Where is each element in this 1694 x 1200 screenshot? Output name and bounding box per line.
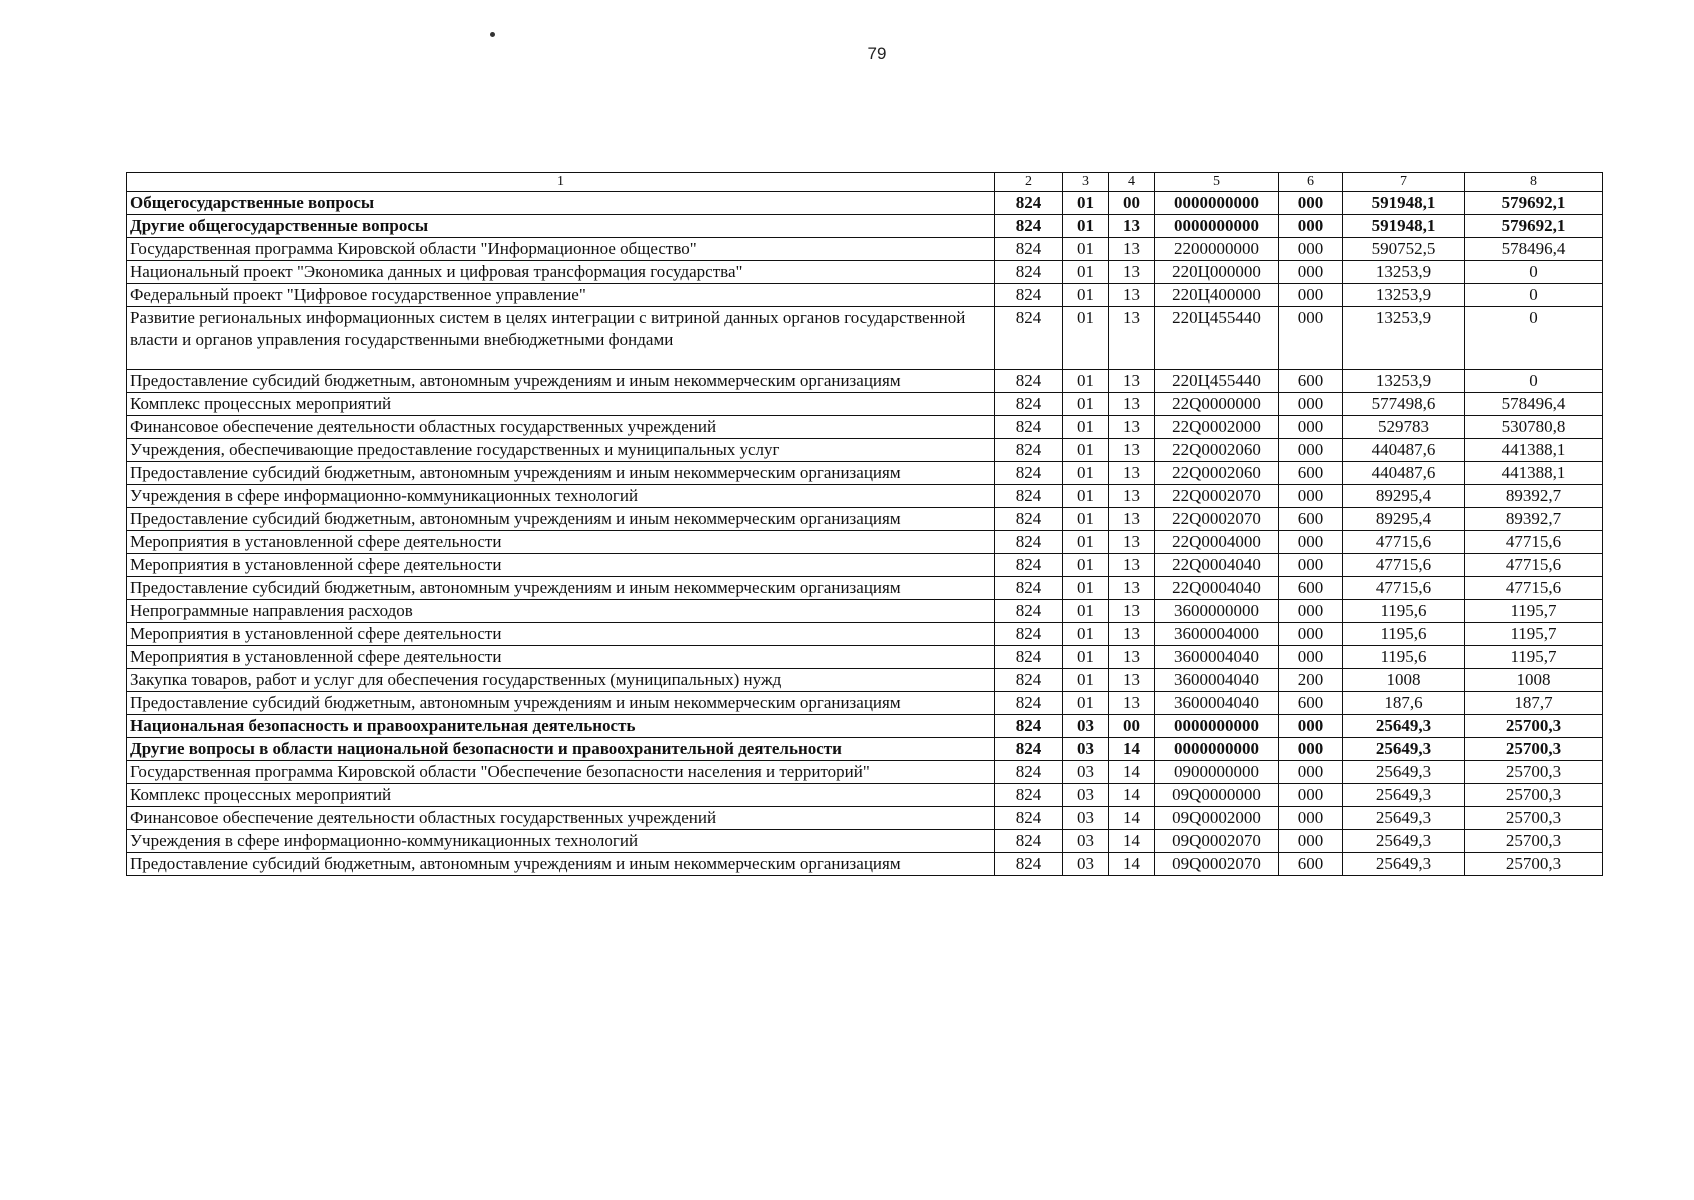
expense-type-cell: 000 bbox=[1279, 600, 1343, 623]
table-row bbox=[127, 830, 1603, 853]
target-article-cell: 0000000000 bbox=[1155, 715, 1279, 738]
expense-type-cell: 000 bbox=[1279, 215, 1343, 238]
subsection-cell: 14 bbox=[1109, 830, 1155, 853]
target-article-cell: 22Q0002060 bbox=[1155, 439, 1279, 462]
target-article-cell: 2200000000 bbox=[1155, 238, 1279, 261]
expense-type-cell: 000 bbox=[1279, 284, 1343, 307]
target-article-cell: 220Ц455440 bbox=[1155, 370, 1279, 393]
target-article-cell: 0900000000 bbox=[1155, 761, 1279, 784]
sum-col8-cell: 89392,7 bbox=[1465, 508, 1603, 531]
budget-table bbox=[126, 172, 1603, 876]
section-cell: 03 bbox=[1063, 784, 1109, 807]
target-article-cell: 22Q0004000 bbox=[1155, 531, 1279, 554]
target-article-cell: 0000000000 bbox=[1155, 738, 1279, 761]
sum-col8-cell: 0 bbox=[1465, 284, 1603, 307]
target-article-cell: 09Q0002070 bbox=[1155, 853, 1279, 876]
sum-col7-cell: 13253,9 bbox=[1343, 284, 1465, 307]
grbs-cell: 824 bbox=[995, 692, 1063, 715]
name-cell: Государственная программа Кировской области "Обеспечение безопасности населения и территорий" bbox=[127, 761, 995, 784]
sum-col8-cell: 25700,3 bbox=[1465, 738, 1603, 761]
sum-col7-cell: 25649,3 bbox=[1343, 761, 1465, 784]
expense-type-cell: 000 bbox=[1279, 715, 1343, 738]
target-article-cell: 22Q0004040 bbox=[1155, 577, 1279, 600]
sum-col8-cell: 47715,6 bbox=[1465, 554, 1603, 577]
table-row bbox=[127, 508, 1603, 531]
sum-col8-cell: 441388,1 bbox=[1465, 439, 1603, 462]
grbs-cell: 824 bbox=[995, 439, 1063, 462]
grbs-cell: 824 bbox=[995, 600, 1063, 623]
table-row bbox=[127, 715, 1603, 738]
sum-col8-cell: 0 bbox=[1465, 307, 1603, 370]
sum-col8-cell: 89392,7 bbox=[1465, 485, 1603, 508]
name-cell: Мероприятия в установленной сфере деятельности bbox=[127, 554, 995, 577]
target-article-cell: 220Ц400000 bbox=[1155, 284, 1279, 307]
table-row bbox=[127, 784, 1603, 807]
sum-col7-cell: 47715,6 bbox=[1343, 531, 1465, 554]
sum-col7-cell: 1008 bbox=[1343, 669, 1465, 692]
sum-col7-cell: 1195,6 bbox=[1343, 623, 1465, 646]
name-cell: Предоставление субсидий бюджетным, автономным учреждениям и иным некоммерческим организациям bbox=[127, 692, 995, 715]
table-row bbox=[127, 439, 1603, 462]
grbs-cell: 824 bbox=[995, 238, 1063, 261]
table-row bbox=[127, 238, 1603, 261]
target-article-cell: 220Ц455440 bbox=[1155, 307, 1279, 370]
expense-type-cell: 600 bbox=[1279, 508, 1343, 531]
sum-col8-cell: 441388,1 bbox=[1465, 462, 1603, 485]
expense-type-cell: 000 bbox=[1279, 531, 1343, 554]
sum-col7-cell: 25649,3 bbox=[1343, 830, 1465, 853]
table-row bbox=[127, 370, 1603, 393]
target-article-cell: 3600004040 bbox=[1155, 669, 1279, 692]
table-row bbox=[127, 669, 1603, 692]
expense-type-cell: 000 bbox=[1279, 192, 1343, 215]
grbs-cell: 824 bbox=[995, 393, 1063, 416]
sum-col7-cell: 187,6 bbox=[1343, 692, 1465, 715]
section-cell: 03 bbox=[1063, 715, 1109, 738]
subsection-cell: 14 bbox=[1109, 761, 1155, 784]
expense-type-cell: 000 bbox=[1279, 485, 1343, 508]
sum-col7-cell: 25649,3 bbox=[1343, 738, 1465, 761]
sum-col7-cell: 440487,6 bbox=[1343, 462, 1465, 485]
grbs-cell: 824 bbox=[995, 577, 1063, 600]
sum-col7-cell: 590752,5 bbox=[1343, 238, 1465, 261]
header-cell: 5 bbox=[1155, 173, 1279, 192]
table-row bbox=[127, 692, 1603, 715]
table-row bbox=[127, 600, 1603, 623]
name-cell: Финансовое обеспечение деятельности областных государственных учреждений bbox=[127, 807, 995, 830]
expense-type-cell: 000 bbox=[1279, 554, 1343, 577]
target-article-cell: 09Q0002070 bbox=[1155, 830, 1279, 853]
section-cell: 01 bbox=[1063, 393, 1109, 416]
name-cell: Мероприятия в установленной сфере деятельности bbox=[127, 646, 995, 669]
sum-col8-cell: 25700,3 bbox=[1465, 761, 1603, 784]
grbs-cell: 824 bbox=[995, 761, 1063, 784]
header-row bbox=[127, 173, 1603, 192]
subsection-cell: 13 bbox=[1109, 669, 1155, 692]
name-cell: Учреждения в сфере информационно-коммуникационных технологий bbox=[127, 830, 995, 853]
sum-col7-cell: 25649,3 bbox=[1343, 715, 1465, 738]
name-cell: Предоставление субсидий бюджетным, автономным учреждениям и иным некоммерческим организациям bbox=[127, 370, 995, 393]
table-row bbox=[127, 554, 1603, 577]
sum-col8-cell: 0 bbox=[1465, 261, 1603, 284]
name-cell: Национальный проект "Экономика данных и цифровая трансформация государства" bbox=[127, 261, 995, 284]
target-article-cell: 09Q0000000 bbox=[1155, 784, 1279, 807]
sum-col8-cell: 187,7 bbox=[1465, 692, 1603, 715]
header-cell: 2 bbox=[995, 173, 1063, 192]
target-article-cell: 3600004040 bbox=[1155, 692, 1279, 715]
section-cell: 01 bbox=[1063, 307, 1109, 370]
section-cell: 01 bbox=[1063, 192, 1109, 215]
grbs-cell: 824 bbox=[995, 508, 1063, 531]
subsection-cell: 13 bbox=[1109, 439, 1155, 462]
expense-type-cell: 600 bbox=[1279, 462, 1343, 485]
subsection-cell: 00 bbox=[1109, 192, 1155, 215]
section-cell: 01 bbox=[1063, 600, 1109, 623]
name-cell: Другие вопросы в области национальной безопасности и правоохранительной деятельности bbox=[127, 738, 995, 761]
grbs-cell: 824 bbox=[995, 554, 1063, 577]
name-cell: Предоставление субсидий бюджетным, автономным учреждениям и иным некоммерческим организациям bbox=[127, 853, 995, 876]
table-row bbox=[127, 462, 1603, 485]
grbs-cell: 824 bbox=[995, 853, 1063, 876]
sum-col8-cell: 25700,3 bbox=[1465, 830, 1603, 853]
name-cell: Учреждения в сфере информационно-коммуникационных технологий bbox=[127, 485, 995, 508]
subsection-cell: 13 bbox=[1109, 307, 1155, 370]
sum-col7-cell: 529783 bbox=[1343, 416, 1465, 439]
subsection-cell: 14 bbox=[1109, 738, 1155, 761]
section-cell: 01 bbox=[1063, 692, 1109, 715]
subsection-cell: 13 bbox=[1109, 261, 1155, 284]
target-article-cell: 220Ц000000 bbox=[1155, 261, 1279, 284]
subsection-cell: 13 bbox=[1109, 646, 1155, 669]
sum-col8-cell: 1008 bbox=[1465, 669, 1603, 692]
sum-col8-cell: 1195,7 bbox=[1465, 600, 1603, 623]
sum-col8-cell: 0 bbox=[1465, 370, 1603, 393]
expense-type-cell: 600 bbox=[1279, 853, 1343, 876]
table-row bbox=[127, 192, 1603, 215]
expense-type-cell: 000 bbox=[1279, 738, 1343, 761]
target-article-cell: 22Q0004040 bbox=[1155, 554, 1279, 577]
sum-col7-cell: 440487,6 bbox=[1343, 439, 1465, 462]
section-cell: 03 bbox=[1063, 738, 1109, 761]
table-row bbox=[127, 853, 1603, 876]
expense-type-cell: 000 bbox=[1279, 439, 1343, 462]
expense-type-cell: 000 bbox=[1279, 830, 1343, 853]
sum-col7-cell: 13253,9 bbox=[1343, 370, 1465, 393]
grbs-cell: 824 bbox=[995, 784, 1063, 807]
name-cell: Предоставление субсидий бюджетным, автономным учреждениям и иным некоммерческим организациям bbox=[127, 462, 995, 485]
name-cell: Другие общегосударственные вопросы bbox=[127, 215, 995, 238]
expense-type-cell: 000 bbox=[1279, 623, 1343, 646]
table-row bbox=[127, 215, 1603, 238]
target-article-cell: 22Q0002060 bbox=[1155, 462, 1279, 485]
name-cell: Учреждения, обеспечивающие предоставление государственных и муниципальных услуг bbox=[127, 439, 995, 462]
expense-type-cell: 000 bbox=[1279, 307, 1343, 370]
section-cell: 01 bbox=[1063, 238, 1109, 261]
target-article-cell: 0000000000 bbox=[1155, 215, 1279, 238]
sum-col8-cell: 1195,7 bbox=[1465, 646, 1603, 669]
sum-col8-cell: 25700,3 bbox=[1465, 807, 1603, 830]
sum-col8-cell: 578496,4 bbox=[1465, 238, 1603, 261]
expense-type-cell: 000 bbox=[1279, 416, 1343, 439]
sum-col7-cell: 1195,6 bbox=[1343, 646, 1465, 669]
target-article-cell: 0000000000 bbox=[1155, 192, 1279, 215]
target-article-cell: 22Q0002000 bbox=[1155, 416, 1279, 439]
subsection-cell: 14 bbox=[1109, 807, 1155, 830]
grbs-cell: 824 bbox=[995, 370, 1063, 393]
scan-speck bbox=[490, 32, 495, 37]
section-cell: 01 bbox=[1063, 623, 1109, 646]
sum-col7-cell: 25649,3 bbox=[1343, 807, 1465, 830]
sum-col8-cell: 47715,6 bbox=[1465, 531, 1603, 554]
name-cell: Комплекс процессных мероприятий bbox=[127, 784, 995, 807]
grbs-cell: 824 bbox=[995, 531, 1063, 554]
subsection-cell: 13 bbox=[1109, 238, 1155, 261]
subsection-cell: 13 bbox=[1109, 485, 1155, 508]
name-cell: Предоставление субсидий бюджетным, автономным учреждениям и иным некоммерческим организациям bbox=[127, 508, 995, 531]
grbs-cell: 824 bbox=[995, 646, 1063, 669]
table-row bbox=[127, 485, 1603, 508]
subsection-cell: 13 bbox=[1109, 416, 1155, 439]
subsection-cell: 13 bbox=[1109, 284, 1155, 307]
sum-col7-cell: 591948,1 bbox=[1343, 215, 1465, 238]
sum-col8-cell: 25700,3 bbox=[1465, 715, 1603, 738]
section-cell: 01 bbox=[1063, 261, 1109, 284]
sum-col7-cell: 591948,1 bbox=[1343, 192, 1465, 215]
target-article-cell: 22Q0000000 bbox=[1155, 393, 1279, 416]
name-cell: Федеральный проект "Цифровое государственное управление" bbox=[127, 284, 995, 307]
expense-type-cell: 600 bbox=[1279, 370, 1343, 393]
expense-type-cell: 000 bbox=[1279, 784, 1343, 807]
target-article-cell: 3600000000 bbox=[1155, 600, 1279, 623]
section-cell: 01 bbox=[1063, 669, 1109, 692]
sum-col8-cell: 578496,4 bbox=[1465, 393, 1603, 416]
section-cell: 01 bbox=[1063, 554, 1109, 577]
expense-type-cell: 000 bbox=[1279, 646, 1343, 669]
expense-type-cell: 000 bbox=[1279, 393, 1343, 416]
page-number: 79 bbox=[867, 44, 887, 63]
table-row bbox=[127, 531, 1603, 554]
expense-type-cell: 000 bbox=[1279, 261, 1343, 284]
subsection-cell: 13 bbox=[1109, 577, 1155, 600]
subsection-cell: 13 bbox=[1109, 531, 1155, 554]
section-cell: 03 bbox=[1063, 830, 1109, 853]
subsection-cell: 13 bbox=[1109, 554, 1155, 577]
subsection-cell: 14 bbox=[1109, 853, 1155, 876]
name-cell: Финансовое обеспечение деятельности областных государственных учреждений bbox=[127, 416, 995, 439]
expense-type-cell: 600 bbox=[1279, 692, 1343, 715]
target-article-cell: 22Q0002070 bbox=[1155, 508, 1279, 531]
table-row bbox=[127, 738, 1603, 761]
grbs-cell: 824 bbox=[995, 669, 1063, 692]
section-cell: 01 bbox=[1063, 646, 1109, 669]
name-cell: Государственная программа Кировской области "Информационное общество" bbox=[127, 238, 995, 261]
section-cell: 03 bbox=[1063, 807, 1109, 830]
sum-col8-cell: 25700,3 bbox=[1465, 784, 1603, 807]
expense-type-cell: 200 bbox=[1279, 669, 1343, 692]
section-cell: 03 bbox=[1063, 761, 1109, 784]
grbs-cell: 824 bbox=[995, 485, 1063, 508]
section-cell: 01 bbox=[1063, 284, 1109, 307]
table-row bbox=[127, 416, 1603, 439]
grbs-cell: 824 bbox=[995, 307, 1063, 370]
name-cell: Закупка товаров, работ и услуг для обеспечения государственных (муниципальных) нужд bbox=[127, 669, 995, 692]
table-row bbox=[127, 393, 1603, 416]
sum-col8-cell: 579692,1 bbox=[1465, 215, 1603, 238]
subsection-cell: 13 bbox=[1109, 508, 1155, 531]
section-cell: 01 bbox=[1063, 485, 1109, 508]
name-cell: Комплекс процессных мероприятий bbox=[127, 393, 995, 416]
table-row bbox=[127, 623, 1603, 646]
sum-col7-cell: 47715,6 bbox=[1343, 554, 1465, 577]
expense-type-cell: 000 bbox=[1279, 238, 1343, 261]
subsection-cell: 13 bbox=[1109, 600, 1155, 623]
header-cell: 3 bbox=[1063, 173, 1109, 192]
section-cell: 01 bbox=[1063, 531, 1109, 554]
section-cell: 01 bbox=[1063, 439, 1109, 462]
subsection-cell: 13 bbox=[1109, 623, 1155, 646]
subsection-cell: 13 bbox=[1109, 462, 1155, 485]
sum-col7-cell: 89295,4 bbox=[1343, 508, 1465, 531]
expense-type-cell: 000 bbox=[1279, 761, 1343, 784]
table-row bbox=[127, 307, 1603, 370]
expense-type-cell: 600 bbox=[1279, 577, 1343, 600]
grbs-cell: 824 bbox=[995, 284, 1063, 307]
name-cell: Развитие региональных информационных систем в целях интеграции с витриной данных органов государственной власти и органов управления государственными внебюджетными фондами bbox=[127, 307, 995, 370]
table-row bbox=[127, 761, 1603, 784]
sum-col7-cell: 25649,3 bbox=[1343, 853, 1465, 876]
grbs-cell: 824 bbox=[995, 261, 1063, 284]
subsection-cell: 14 bbox=[1109, 784, 1155, 807]
name-cell: Непрограммные направления расходов bbox=[127, 600, 995, 623]
header-cell: 8 bbox=[1465, 173, 1603, 192]
section-cell: 01 bbox=[1063, 215, 1109, 238]
subsection-cell: 13 bbox=[1109, 370, 1155, 393]
table-row bbox=[127, 807, 1603, 830]
grbs-cell: 824 bbox=[995, 715, 1063, 738]
table-row bbox=[127, 284, 1603, 307]
sum-col7-cell: 13253,9 bbox=[1343, 261, 1465, 284]
header-cell: 1 bbox=[127, 173, 995, 192]
section-cell: 01 bbox=[1063, 577, 1109, 600]
sum-col7-cell: 13253,9 bbox=[1343, 307, 1465, 370]
sum-col7-cell: 89295,4 bbox=[1343, 485, 1465, 508]
section-cell: 01 bbox=[1063, 508, 1109, 531]
grbs-cell: 824 bbox=[995, 807, 1063, 830]
budget-table-body bbox=[127, 173, 1603, 876]
header-cell: 7 bbox=[1343, 173, 1465, 192]
table-row bbox=[127, 646, 1603, 669]
grbs-cell: 824 bbox=[995, 623, 1063, 646]
name-cell: Предоставление субсидий бюджетным, автономным учреждениям и иным некоммерческим организациям bbox=[127, 577, 995, 600]
grbs-cell: 824 bbox=[995, 462, 1063, 485]
target-article-cell: 22Q0002070 bbox=[1155, 485, 1279, 508]
sum-col8-cell: 530780,8 bbox=[1465, 416, 1603, 439]
sum-col8-cell: 1195,7 bbox=[1465, 623, 1603, 646]
name-cell: Общегосударственные вопросы bbox=[127, 192, 995, 215]
grbs-cell: 824 bbox=[995, 830, 1063, 853]
sum-col7-cell: 577498,6 bbox=[1343, 393, 1465, 416]
table-row bbox=[127, 261, 1603, 284]
header-cell: 4 bbox=[1109, 173, 1155, 192]
grbs-cell: 824 bbox=[995, 192, 1063, 215]
sum-col8-cell: 579692,1 bbox=[1465, 192, 1603, 215]
name-cell: Национальная безопасность и правоохранительная деятельность bbox=[127, 715, 995, 738]
section-cell: 01 bbox=[1063, 416, 1109, 439]
grbs-cell: 824 bbox=[995, 215, 1063, 238]
table-row bbox=[127, 577, 1603, 600]
header-cell: 6 bbox=[1279, 173, 1343, 192]
expense-type-cell: 000 bbox=[1279, 807, 1343, 830]
sum-col8-cell: 25700,3 bbox=[1465, 853, 1603, 876]
subsection-cell: 00 bbox=[1109, 715, 1155, 738]
section-cell: 01 bbox=[1063, 462, 1109, 485]
name-cell: Мероприятия в установленной сфере деятельности bbox=[127, 623, 995, 646]
section-cell: 01 bbox=[1063, 370, 1109, 393]
subsection-cell: 13 bbox=[1109, 215, 1155, 238]
sum-col7-cell: 25649,3 bbox=[1343, 784, 1465, 807]
target-article-cell: 3600004040 bbox=[1155, 646, 1279, 669]
subsection-cell: 13 bbox=[1109, 692, 1155, 715]
grbs-cell: 824 bbox=[995, 738, 1063, 761]
section-cell: 03 bbox=[1063, 853, 1109, 876]
grbs-cell: 824 bbox=[995, 416, 1063, 439]
target-article-cell: 09Q0002000 bbox=[1155, 807, 1279, 830]
sum-col7-cell: 1195,6 bbox=[1343, 600, 1465, 623]
sum-col7-cell: 47715,6 bbox=[1343, 577, 1465, 600]
name-cell: Мероприятия в установленной сфере деятельности bbox=[127, 531, 995, 554]
target-article-cell: 3600004000 bbox=[1155, 623, 1279, 646]
subsection-cell: 13 bbox=[1109, 393, 1155, 416]
sum-col8-cell: 47715,6 bbox=[1465, 577, 1603, 600]
